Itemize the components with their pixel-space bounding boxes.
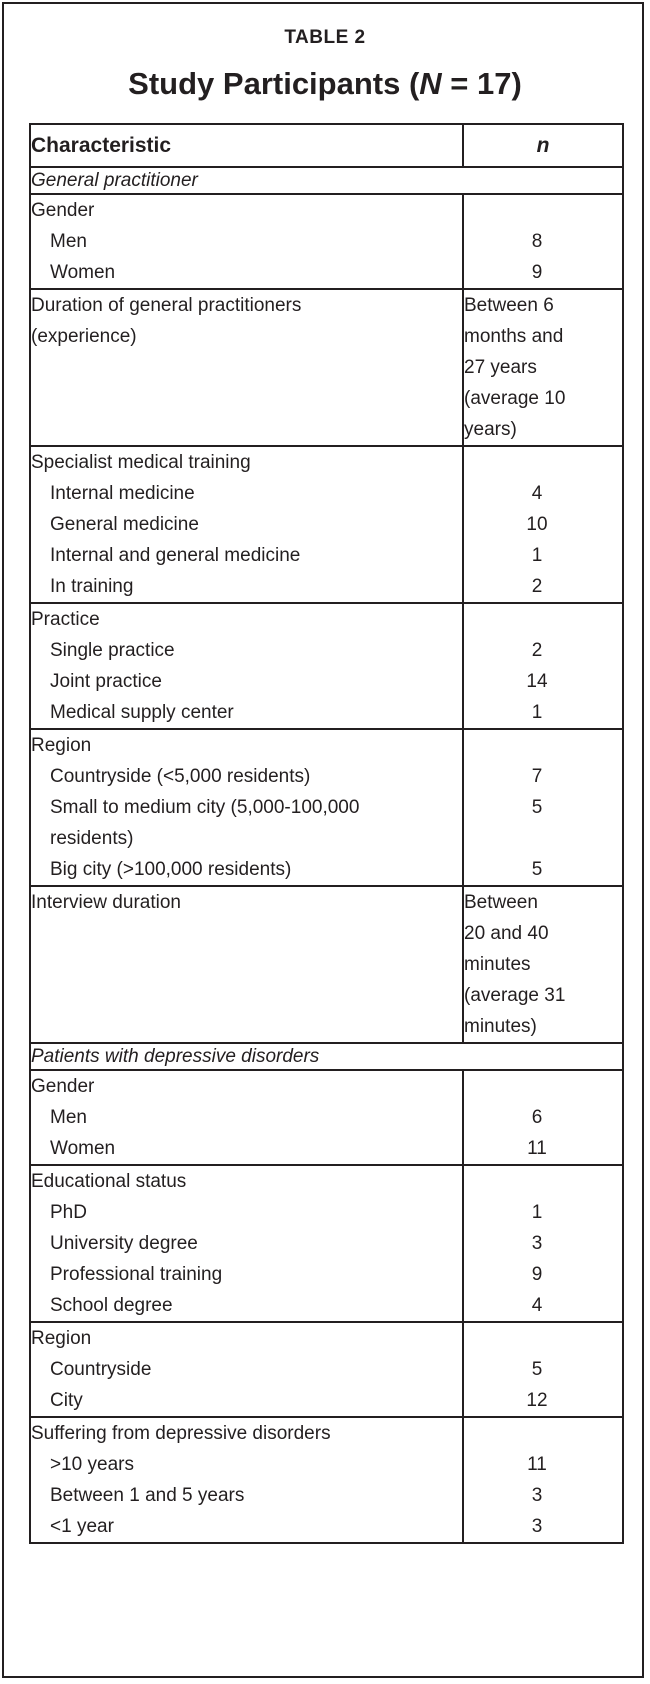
group-label: Duration of general practitioners <box>31 295 302 316</box>
row-value: 14 <box>526 671 548 692</box>
gp-practice-labels <box>30 603 463 729</box>
value-line: (average 31 <box>464 985 566 1006</box>
value-line: years) <box>464 419 517 440</box>
value-line: minutes) <box>464 1016 537 1037</box>
pt-education-values <box>463 1165 623 1322</box>
pt-gender-group <box>30 1070 623 1165</box>
row-value: 11 <box>527 1454 547 1475</box>
group-label: Region <box>31 735 92 756</box>
row-label: Countryside (<5,000 residents) <box>50 766 311 787</box>
section-row <box>30 167 623 194</box>
gp-practice-values <box>463 603 623 729</box>
value-line: 20 and 40 <box>464 923 549 944</box>
row-value: 3 <box>531 1516 543 1537</box>
row-value: 4 <box>531 1295 543 1316</box>
row-value: 5 <box>531 1359 543 1380</box>
pt-education-group <box>30 1165 623 1322</box>
group-label: Interview duration <box>31 892 181 913</box>
value-line: Between 6 <box>464 295 554 316</box>
gp-region-group <box>30 729 623 886</box>
title-prefix: Study Participants ( <box>128 66 420 101</box>
row-label: >10 years <box>50 1454 134 1475</box>
row-label-cont: residents) <box>50 828 134 849</box>
row-value: 1 <box>531 545 543 566</box>
group-label: Region <box>31 1328 92 1349</box>
row-label: In training <box>50 576 134 597</box>
row-value: 5 <box>531 859 543 880</box>
row-label: University degree <box>50 1233 198 1254</box>
row-value: 2 <box>531 576 543 597</box>
section-title-gp: General practitioner <box>30 167 623 194</box>
pt-region-labels <box>30 1322 463 1417</box>
table-title <box>0 66 650 102</box>
group-label-cont: (experience) <box>31 326 137 347</box>
row-label: Men <box>50 231 87 252</box>
gp-duration-labels <box>30 289 463 446</box>
value-line: Between <box>464 892 538 913</box>
pt-suffering-group <box>30 1417 623 1543</box>
row-label: General medicine <box>50 514 199 535</box>
row-label: School degree <box>50 1295 173 1316</box>
gp-gender-labels <box>30 194 463 289</box>
row-value: 9 <box>531 1264 543 1285</box>
row-label: City <box>50 1390 83 1411</box>
value-line: 27 years <box>464 357 537 378</box>
value-line: minutes <box>464 954 531 975</box>
row-label: PhD <box>50 1202 87 1223</box>
value-line: (average 10 <box>464 388 566 409</box>
row-label: Professional training <box>50 1264 223 1285</box>
row-value: 9 <box>531 262 543 283</box>
pt-region-group <box>30 1322 623 1417</box>
row-label: Internal medicine <box>50 483 195 504</box>
gp-duration-group <box>30 289 623 446</box>
pt-region-values <box>463 1322 623 1417</box>
gp-gender-values <box>463 194 623 289</box>
title-variable: N <box>419 66 442 101</box>
gp-practice-group <box>30 603 623 729</box>
row-value: 12 <box>526 1390 548 1411</box>
pt-education-labels <box>30 1165 463 1322</box>
row-value: 5 <box>531 797 543 818</box>
row-label: Single practice <box>50 640 175 661</box>
row-label: Between 1 and 5 years <box>50 1485 245 1506</box>
section-row <box>30 1043 623 1070</box>
header-row <box>30 124 623 167</box>
gp-interview-label <box>30 886 463 1043</box>
row-label: <1 year <box>50 1516 114 1537</box>
row-label: Women <box>50 262 116 283</box>
row-label: Small to medium city (5,000-100,000 <box>50 797 360 818</box>
gp-training-values <box>463 446 623 603</box>
gp-interview-group <box>30 886 623 1043</box>
gp-training-labels <box>30 446 463 603</box>
row-value: 11 <box>527 1138 547 1159</box>
participants-table <box>29 123 624 1544</box>
row-value: 1 <box>531 702 543 723</box>
pt-gender-labels <box>30 1070 463 1165</box>
row-value: 10 <box>526 514 548 535</box>
value-line: months and <box>464 326 564 347</box>
group-label: Practice <box>31 609 100 630</box>
group-label: Suffering from depressive disorders <box>31 1423 331 1444</box>
gp-region-values <box>463 729 623 886</box>
row-value: 3 <box>531 1233 543 1254</box>
group-label: Educational status <box>31 1171 187 1192</box>
row-value: 3 <box>531 1485 543 1506</box>
group-label: Gender <box>31 1076 95 1097</box>
pt-suffering-labels <box>30 1417 463 1543</box>
header-n: n <box>463 124 623 167</box>
row-value: 8 <box>531 231 543 252</box>
group-label: Gender <box>31 200 95 221</box>
gp-training-group <box>30 446 623 603</box>
gp-region-labels <box>30 729 463 886</box>
row-value: 2 <box>531 640 543 661</box>
row-value: 7 <box>531 766 543 787</box>
row-value: 1 <box>531 1202 543 1223</box>
section-title-patients: Patients with depressive disorders <box>30 1043 623 1070</box>
row-value: 4 <box>531 483 543 504</box>
row-label: Countryside <box>50 1359 152 1380</box>
header-characteristic: Characteristic <box>30 124 463 167</box>
gp-duration-value <box>463 289 623 446</box>
title-suffix: = 17) <box>441 66 522 101</box>
row-label: Big city (>100,000 residents) <box>50 859 292 880</box>
gp-gender-group <box>30 194 623 289</box>
row-label: Medical supply center <box>50 702 234 723</box>
pt-suffering-values <box>463 1417 623 1543</box>
row-value: 6 <box>531 1107 543 1128</box>
row-label: Men <box>50 1107 87 1128</box>
table-label: TABLE 2 <box>284 27 366 48</box>
gp-interview-value <box>463 886 623 1043</box>
row-label: Women <box>50 1138 116 1159</box>
row-label: Internal and general medicine <box>50 545 301 566</box>
pt-gender-values <box>463 1070 623 1165</box>
row-label: Joint practice <box>50 671 162 692</box>
group-label: Specialist medical training <box>31 452 251 473</box>
